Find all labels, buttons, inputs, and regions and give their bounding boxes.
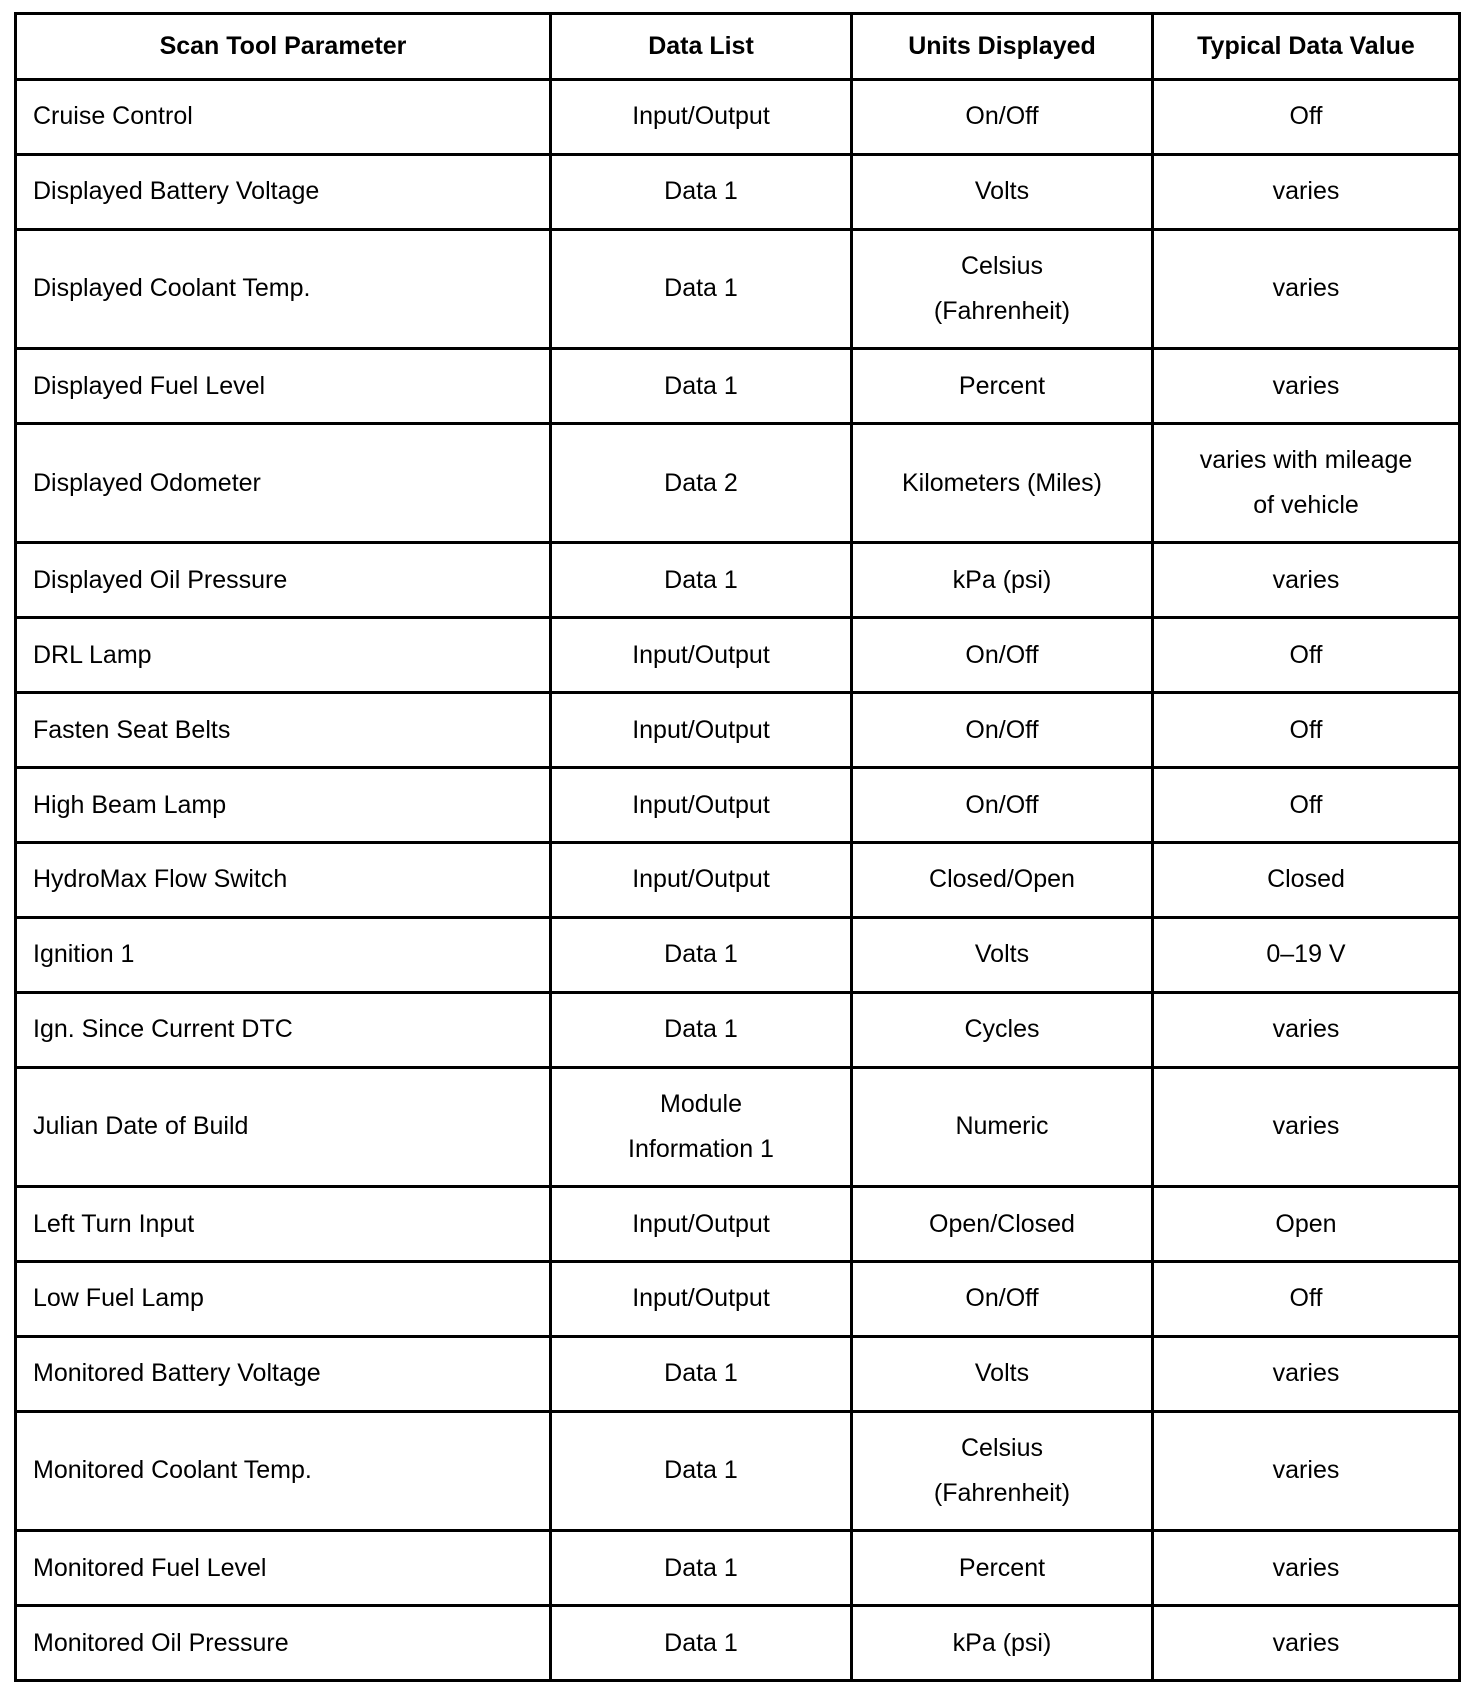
cell-typical-data-value (1153, 693, 1460, 768)
cell-typical-data-value-text: Off (1289, 790, 1323, 819)
cell-data-list (551, 543, 852, 618)
cell-typical-data-value-text: varies (1272, 1553, 1340, 1582)
cell-typical-data-value (1153, 1531, 1460, 1606)
cell-units-displayed (852, 1067, 1153, 1186)
table-row (16, 229, 1460, 348)
cell-typical-data-value-text: varies (1272, 565, 1340, 594)
cell-units-displayed-text: kPa (psi) (952, 565, 1052, 594)
cell-units-displayed (852, 843, 1153, 918)
cell-data-list (551, 424, 852, 543)
cell-units-displayed-text: Volts (974, 1359, 1030, 1388)
cell-data-list (551, 1187, 852, 1262)
cell-data-list (551, 1336, 852, 1411)
cell-units-displayed (852, 154, 1153, 229)
cell-typical-data-value-text: varies (1272, 274, 1340, 303)
cell-typical-data-value-text: varies (1272, 177, 1340, 206)
cell-units-displayed-text: On/Off (965, 1284, 1039, 1313)
cell-typical-data-value (1153, 1067, 1460, 1186)
table-row (16, 1531, 1460, 1606)
cell-typical-data-value (1153, 618, 1460, 693)
cell-data-list-text: Module Information 1 (628, 1089, 774, 1163)
cell-data-list-text: Data 1 (664, 1628, 738, 1657)
cell-data-list (551, 1606, 852, 1681)
cell-parameter-text: Displayed Odometer (33, 468, 261, 497)
cell-data-list (551, 768, 852, 843)
cell-data-list-text: Data 1 (664, 1456, 738, 1485)
cell-units-displayed (852, 693, 1153, 768)
cell-data-list-text: Input/Output (632, 1209, 770, 1238)
cell-parameter (16, 1067, 551, 1186)
cell-parameter-text: Monitored Oil Pressure (33, 1628, 289, 1657)
cell-parameter (16, 768, 551, 843)
cell-data-list-text: Data 1 (664, 371, 738, 400)
cell-units-displayed (852, 1531, 1153, 1606)
cell-parameter-text: Monitored Battery Voltage (33, 1359, 321, 1388)
cell-typical-data-value-text: Closed (1267, 865, 1345, 894)
cell-units-displayed-text: On/Off (965, 790, 1039, 819)
cell-units-displayed-text: Open/Closed (929, 1209, 1075, 1238)
cell-units-displayed-text: On/Off (965, 640, 1039, 669)
cell-typical-data-value (1153, 154, 1460, 229)
cell-parameter-text: Displayed Oil Pressure (33, 565, 288, 594)
cell-parameter-text: Left Turn Input (33, 1209, 195, 1238)
cell-data-list-text: Data 1 (664, 1553, 738, 1582)
cell-parameter (16, 349, 551, 424)
cell-units-displayed (852, 1336, 1153, 1411)
cell-data-list (551, 917, 852, 992)
table-row (16, 80, 1460, 155)
cell-data-list (551, 843, 852, 918)
cell-parameter (16, 1411, 551, 1530)
table-row (16, 424, 1460, 543)
cell-units-displayed-text: On/Off (965, 102, 1039, 131)
header-units-displayed: Units Displayed (852, 14, 1153, 80)
cell-data-list (551, 1067, 852, 1186)
cell-typical-data-value (1153, 229, 1460, 348)
cell-units-displayed-text: On/Off (965, 715, 1039, 744)
table-row (16, 843, 1460, 918)
cell-parameter (16, 543, 551, 618)
cell-parameter (16, 843, 551, 918)
cell-data-list (551, 1531, 852, 1606)
table-row (16, 693, 1460, 768)
cell-units-displayed-text: Percent (958, 1553, 1046, 1582)
cell-parameter (16, 992, 551, 1067)
cell-units-displayed-text: Celsius (Fahrenheit) (933, 1433, 1071, 1507)
cell-units-displayed-text: Volts (974, 940, 1030, 969)
table-row (16, 1067, 1460, 1186)
cell-data-list (551, 349, 852, 424)
cell-parameter-text: Displayed Fuel Level (33, 371, 266, 400)
cell-parameter-text: Monitored Coolant Temp. (33, 1456, 312, 1485)
cell-data-list (551, 154, 852, 229)
cell-units-displayed (852, 80, 1153, 155)
cell-data-list-text: Input/Output (632, 790, 770, 819)
cell-typical-data-value (1153, 543, 1460, 618)
cell-parameter (16, 154, 551, 229)
cell-units-displayed-text: Numeric (955, 1112, 1049, 1141)
cell-units-displayed (852, 349, 1153, 424)
cell-parameter (16, 693, 551, 768)
cell-data-list (551, 992, 852, 1067)
cell-typical-data-value-text: varies (1272, 1112, 1340, 1141)
cell-typical-data-value (1153, 424, 1460, 543)
cell-typical-data-value (1153, 80, 1460, 155)
cell-parameter (16, 1261, 551, 1336)
table-row (16, 1411, 1460, 1530)
cell-units-displayed (852, 768, 1153, 843)
cell-typical-data-value (1153, 1606, 1460, 1681)
cell-data-list (551, 618, 852, 693)
cell-parameter (16, 1531, 551, 1606)
cell-typical-data-value-text: Off (1289, 102, 1323, 131)
cell-typical-data-value (1153, 992, 1460, 1067)
cell-data-list (551, 229, 852, 348)
table-row (16, 349, 1460, 424)
cell-typical-data-value-text: varies with mileage of vehicle (1199, 446, 1413, 520)
cell-typical-data-value-text: Off (1289, 715, 1323, 744)
table-row (16, 1187, 1460, 1262)
cell-typical-data-value (1153, 1336, 1460, 1411)
table-row (16, 1336, 1460, 1411)
cell-typical-data-value-text: Off (1289, 1284, 1323, 1313)
scan-tool-data-table (14, 12, 1461, 1682)
cell-data-list-text: Data 1 (664, 1359, 738, 1388)
cell-units-displayed-text: Kilometers (Miles) (901, 468, 1103, 497)
cell-typical-data-value (1153, 917, 1460, 992)
cell-parameter-text: Ign. Since Current DTC (33, 1015, 293, 1044)
cell-data-list (551, 693, 852, 768)
cell-data-list-text: Data 1 (664, 177, 738, 206)
cell-data-list-text: Data 1 (664, 940, 738, 969)
cell-parameter (16, 1606, 551, 1681)
cell-units-displayed-text: Percent (958, 371, 1046, 400)
cell-data-list-text: Input/Output (632, 715, 770, 744)
cell-parameter (16, 1336, 551, 1411)
cell-parameter (16, 917, 551, 992)
cell-data-list-text: Input/Output (632, 1284, 770, 1313)
cell-units-displayed (852, 1411, 1153, 1530)
cell-units-displayed (852, 1606, 1153, 1681)
cell-parameter-text: Displayed Coolant Temp. (33, 274, 311, 303)
cell-units-displayed-text: Volts (974, 177, 1030, 206)
cell-units-displayed (852, 917, 1153, 992)
cell-units-displayed (852, 992, 1153, 1067)
cell-data-list-text: Input/Output (632, 640, 770, 669)
table-row (16, 917, 1460, 992)
cell-units-displayed-text: kPa (psi) (952, 1628, 1052, 1657)
cell-data-list-text: Data 1 (664, 1015, 738, 1044)
cell-typical-data-value-text: varies (1272, 1456, 1340, 1485)
cell-units-displayed (852, 1187, 1153, 1262)
header-scan-tool-parameter: Scan Tool Parameter (16, 14, 551, 80)
cell-parameter-text: HydroMax Flow Switch (33, 865, 288, 894)
cell-parameter-text: Displayed Battery Voltage (33, 177, 320, 206)
cell-parameter-text: Monitored Fuel Level (33, 1553, 267, 1582)
cell-parameter-text: DRL Lamp (33, 640, 152, 669)
cell-units-displayed (852, 543, 1153, 618)
table-row (16, 618, 1460, 693)
cell-data-list-text: Data 1 (664, 565, 738, 594)
cell-typical-data-value-text: Off (1289, 640, 1323, 669)
header-typical-data-value: Typical Data Value (1153, 14, 1460, 80)
cell-parameter-text: Julian Date of Build (33, 1112, 249, 1141)
cell-units-displayed (852, 618, 1153, 693)
cell-data-list (551, 1261, 852, 1336)
cell-typical-data-value (1153, 1261, 1460, 1336)
cell-typical-data-value (1153, 1411, 1460, 1530)
cell-units-displayed (852, 424, 1153, 543)
cell-typical-data-value-text: 0–19 V (1266, 940, 1346, 969)
header-data-list: Data List (551, 14, 852, 80)
table-row (16, 992, 1460, 1067)
cell-data-list (551, 1411, 852, 1530)
cell-typical-data-value-text: varies (1272, 371, 1340, 400)
cell-parameter-text: Fasten Seat Belts (33, 715, 231, 744)
cell-typical-data-value (1153, 1187, 1460, 1262)
cell-parameter (16, 80, 551, 155)
table-row (16, 768, 1460, 843)
cell-typical-data-value-text: varies (1272, 1015, 1340, 1044)
cell-units-displayed-text: Closed/Open (929, 865, 1075, 894)
cell-data-list-text: Input/Output (632, 865, 770, 894)
table-row (16, 1606, 1460, 1681)
header-row (16, 14, 1460, 80)
table-row (16, 154, 1460, 229)
cell-typical-data-value-text: varies (1272, 1628, 1340, 1657)
cell-parameter-text: Ignition 1 (33, 940, 135, 969)
cell-typical-data-value (1153, 349, 1460, 424)
cell-typical-data-value (1153, 768, 1460, 843)
cell-data-list-text: Input/Output (632, 102, 770, 131)
cell-data-list (551, 80, 852, 155)
cell-units-displayed-text: Cycles (964, 1015, 1040, 1044)
cell-parameter (16, 229, 551, 348)
cell-parameter (16, 618, 551, 693)
cell-units-displayed-text: Celsius (Fahrenheit) (933, 251, 1071, 325)
cell-data-list-text: Data 2 (664, 468, 738, 497)
cell-units-displayed (852, 229, 1153, 348)
cell-parameter-text: Cruise Control (33, 102, 193, 131)
cell-typical-data-value (1153, 843, 1460, 918)
cell-data-list-text: Data 1 (664, 274, 738, 303)
cell-parameter-text: High Beam Lamp (33, 790, 227, 819)
cell-parameter (16, 1187, 551, 1262)
cell-parameter-text: Low Fuel Lamp (33, 1284, 204, 1313)
cell-typical-data-value-text: varies (1272, 1359, 1340, 1388)
cell-units-displayed (852, 1261, 1153, 1336)
cell-typical-data-value-text: Open (1275, 1209, 1337, 1238)
table-row (16, 543, 1460, 618)
cell-parameter (16, 424, 551, 543)
table-row (16, 1261, 1460, 1336)
